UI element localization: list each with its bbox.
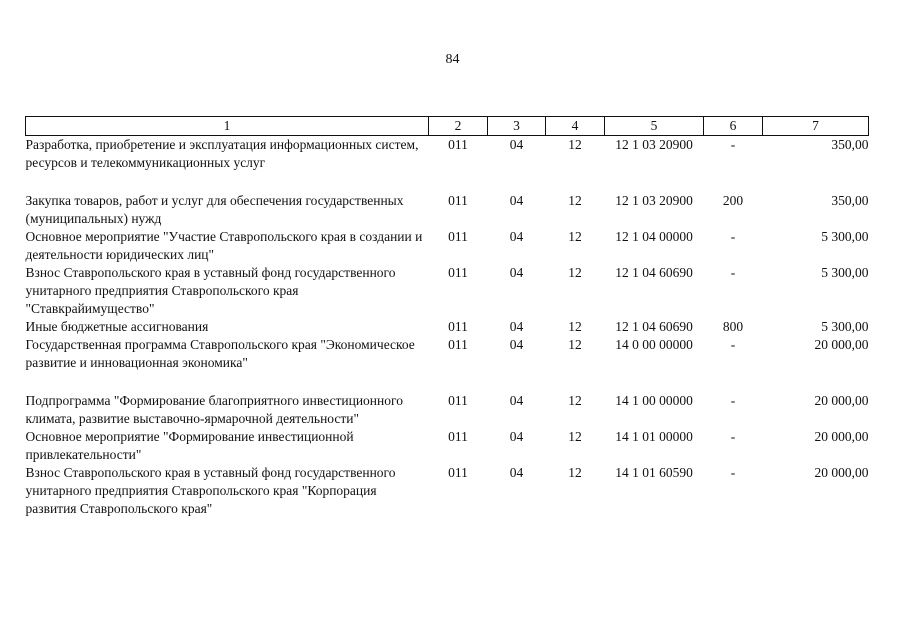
row-code-expense-type: - (730, 429, 736, 444)
row-code-ministry: 011 (448, 265, 468, 280)
row-code-target: 14 1 01 00000 (615, 429, 693, 444)
table-row (26, 136, 869, 193)
row-code-section: 04 (509, 229, 524, 244)
row-code-subsection: 12 (568, 393, 582, 408)
table-row (26, 192, 869, 228)
row-code-section: 04 (509, 337, 524, 352)
row-code-ministry: 011 (448, 465, 468, 480)
row-description: Подпрограмма "Формирование благоприятного инвестиционного климата, развитие выставочно-ярмарочной деятельности" (25, 393, 403, 426)
row-amount: 20 000,00 (814, 429, 869, 444)
row-code-target: 12 1 04 60690 (615, 265, 693, 280)
row-code-subsection: 12 (568, 229, 582, 244)
row-code-expense-type: - (730, 337, 736, 352)
row-code-ministry: 011 (448, 319, 468, 334)
table-row (26, 464, 869, 518)
row-code-expense-type: - (730, 265, 736, 280)
row-code-subsection: 12 (568, 429, 582, 444)
column-header: 4 (546, 117, 605, 136)
row-description: Закупка товаров, работ и услуг для обеспечения государственных (муниципальных) нужд (25, 193, 404, 226)
row-code-expense-type: - (730, 465, 736, 480)
row-amount: 5 300,00 (821, 265, 869, 280)
row-code-target: 12 1 04 00000 (615, 229, 693, 244)
row-amount: 350,00 (831, 137, 869, 152)
row-code-expense-type: - (730, 393, 736, 408)
row-code-target: 12 1 03 20900 (615, 137, 693, 152)
column-header: 3 (488, 117, 546, 136)
page-number: 84 (445, 52, 460, 67)
row-code-ministry: 011 (448, 429, 468, 444)
row-amount: 5 300,00 (821, 229, 869, 244)
header-row (26, 117, 869, 136)
budget-table (25, 116, 869, 518)
row-code-target: 12 1 04 60690 (615, 319, 693, 334)
row-code-ministry: 011 (448, 393, 468, 408)
row-code-section: 04 (509, 393, 524, 408)
row-code-section: 04 (509, 137, 524, 152)
row-code-expense-type: - (730, 137, 736, 152)
row-code-section: 04 (509, 319, 524, 334)
row-code-section: 04 (509, 465, 524, 480)
row-code-subsection: 12 (568, 193, 582, 208)
row-code-target: 14 0 00 00000 (615, 337, 693, 352)
row-code-subsection: 12 (568, 137, 582, 152)
row-description: Государственная программа Ставропольского края "Экономическое развитие и инновационная экономика" (25, 337, 415, 370)
column-header: 6 (704, 117, 763, 136)
row-amount: 20 000,00 (814, 337, 869, 352)
table-row (26, 318, 869, 336)
row-code-section: 04 (509, 429, 524, 444)
row-code-expense-type: - (730, 229, 736, 244)
table-row (26, 392, 869, 428)
row-code-section: 04 (509, 193, 524, 208)
row-description: Разработка, приобретение и эксплуатация информационных систем, ресурсов и телекоммуникационных услуг (25, 137, 419, 170)
row-code-target: 12 1 03 20900 (615, 193, 693, 208)
row-code-subsection: 12 (568, 465, 582, 480)
row-description: Основное мероприятие "Участие Ставропольского края в создании и деятельности юридических лиц" (25, 229, 423, 262)
table-row (26, 428, 869, 464)
column-header: 2 (429, 117, 488, 136)
row-description: Взнос Ставропольского края в уставный фонд государственного унитарного предприятия Ставропольского края "Корпорация развития Ставропольского края" (25, 465, 396, 516)
row-code-ministry: 011 (448, 193, 468, 208)
row-amount: 20 000,00 (814, 393, 869, 408)
column-header: 1 (26, 117, 429, 136)
row-description: Основное мероприятие "Формирование инвестиционной привлекательности" (25, 429, 354, 462)
table-row (26, 228, 869, 264)
row-code-subsection: 12 (568, 337, 582, 352)
table-row (26, 264, 869, 318)
row-code-ministry: 011 (448, 229, 468, 244)
row-description: Взнос Ставропольского края в уставный фонд государственного унитарного предприятия Ставропольского края "Ставкрайимущество" (25, 265, 396, 316)
row-amount: 5 300,00 (821, 319, 869, 334)
column-header: 5 (605, 117, 704, 136)
table-row (26, 336, 869, 392)
row-code-subsection: 12 (568, 265, 582, 280)
row-code-ministry: 011 (448, 337, 468, 352)
row-amount: 20 000,00 (814, 465, 869, 480)
row-amount: 350,00 (831, 193, 869, 208)
table-body (26, 136, 869, 519)
row-code-expense-type: 200 (722, 193, 744, 208)
row-code-expense-type: 800 (722, 319, 744, 334)
row-code-ministry: 011 (448, 137, 468, 152)
row-code-subsection: 12 (568, 319, 582, 334)
row-code-section: 04 (509, 265, 524, 280)
row-code-target: 14 1 01 60590 (615, 465, 693, 480)
column-header: 7 (763, 117, 869, 136)
row-code-target: 14 1 00 00000 (615, 393, 693, 408)
row-description: Иные бюджетные ассигнования (25, 319, 209, 334)
